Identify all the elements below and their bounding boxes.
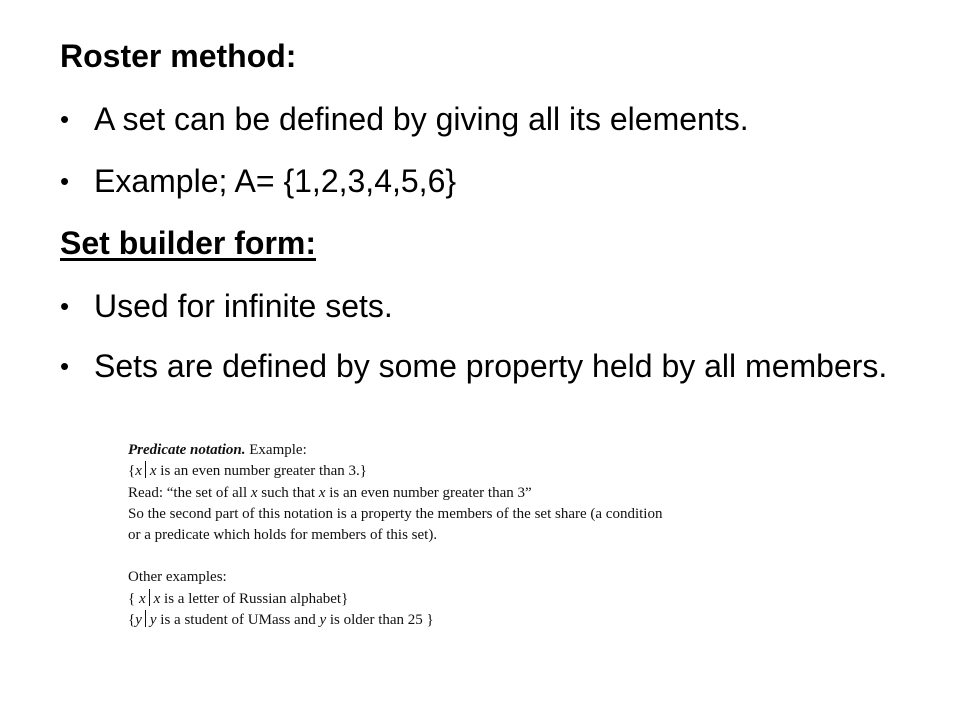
set-condition: is a letter of Russian alphabet} <box>160 590 349 607</box>
read-line <box>128 483 828 504</box>
set-example-russian <box>128 589 828 610</box>
set-variable: y <box>149 612 157 629</box>
such-that-bar <box>145 461 146 478</box>
bullet-item <box>60 161 940 201</box>
set-variable: x <box>153 590 161 607</box>
read-text: is an even number greater than 3” <box>325 484 532 501</box>
excerpt-title-bold: Predicate notation. <box>128 442 246 458</box>
bullet-text: Used for infinite sets. <box>94 288 393 324</box>
explanation-line: or a predicate which holds for members of this set). <box>128 527 438 544</box>
excerpt-title <box>128 440 828 461</box>
set-variable: x <box>135 463 142 480</box>
brace-open: { <box>128 463 136 480</box>
set-variable: x <box>149 463 157 480</box>
brace-open: { <box>128 590 139 607</box>
bullet-text: A set can be defined by giving all its elements. <box>94 101 749 137</box>
excerpt-title-rest: Example: <box>245 442 307 458</box>
bullet-item <box>60 99 940 139</box>
such-that-bar <box>149 589 150 606</box>
set-variable: x <box>318 484 326 501</box>
set-variable: x <box>250 484 258 501</box>
bullet-icon: • <box>60 104 70 134</box>
set-variable: x <box>138 590 146 607</box>
bullet-icon: • <box>60 166 70 196</box>
bullet-icon: • <box>60 351 70 381</box>
read-text: such that <box>257 484 319 501</box>
predicate-notation-excerpt <box>128 440 828 631</box>
bullet-item <box>60 286 940 326</box>
bullet-text: Sets are defined by some property held by all members. <box>94 348 888 384</box>
brace-open: { <box>128 612 136 629</box>
set-variable: y <box>135 612 142 629</box>
set-condition: is an even number greater than 3.} <box>156 463 368 480</box>
set-builder-heading: Set builder form: <box>60 225 317 261</box>
set-condition: is older than 25 } <box>326 612 434 629</box>
bullet-icon: • <box>60 291 70 321</box>
bullet-item <box>60 346 940 386</box>
such-that-bar <box>145 610 146 627</box>
set-example-even <box>128 461 828 482</box>
read-text: Read: “the set of all <box>128 484 251 501</box>
roster-method-heading: Roster method: <box>60 38 297 74</box>
set-example-umass <box>128 610 828 631</box>
set-condition: is a student of UMass and <box>156 612 320 629</box>
explanation-line: So the second part of this notation is a property the members of the set share (a condition <box>128 505 663 522</box>
bullet-text: Example; A= {1,2,3,4,5,6} <box>94 163 457 199</box>
set-variable: y <box>319 612 327 629</box>
spacer <box>128 546 828 567</box>
other-examples-heading: Other examples: <box>128 569 227 586</box>
